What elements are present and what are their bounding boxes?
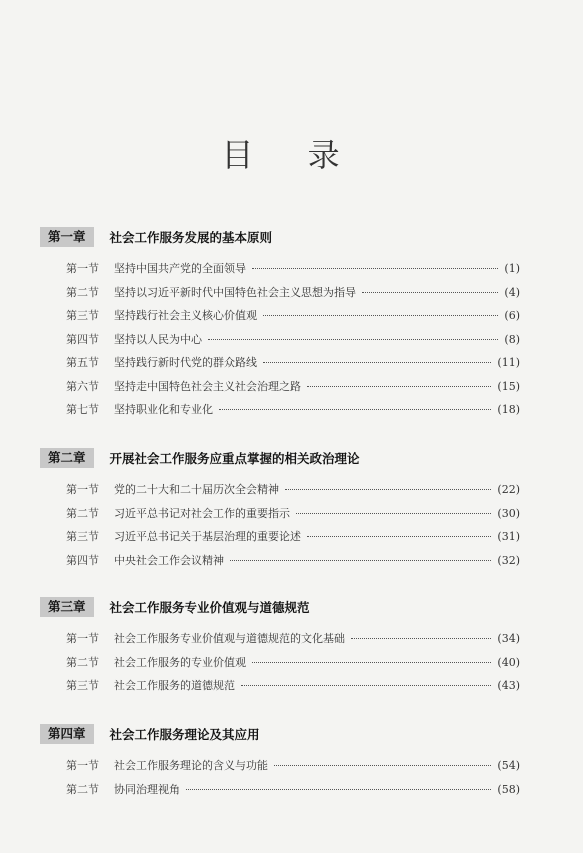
page-number: (18)	[497, 403, 520, 416]
section-title: 社会工作服务理论的含义与功能	[114, 759, 268, 772]
page-number: (4)	[504, 285, 520, 299]
dot-leader	[351, 638, 491, 639]
dot-leader	[285, 489, 491, 490]
section-number: 第一节	[66, 262, 99, 275]
section-title: 坚持中国共产党的全面领导	[114, 262, 246, 275]
toc-entry[interactable]	[66, 781, 520, 805]
dot-leader	[362, 292, 498, 293]
section-number: 第一节	[66, 632, 99, 645]
dot-leader	[252, 268, 498, 269]
section-title: 坚持践行新时代党的群众路线	[114, 356, 257, 369]
dot-leader	[296, 513, 491, 514]
toc-entry[interactable]	[66, 505, 520, 529]
dot-leader	[186, 789, 491, 790]
page-number: (6)	[504, 309, 520, 322]
chapter-2	[40, 447, 520, 575]
chapter-1	[40, 226, 520, 425]
dot-leader	[263, 315, 498, 316]
section-title: 坚持以习近平新时代中国特色社会主义思想为指导	[114, 285, 356, 299]
page-number: (58)	[497, 782, 520, 796]
section-title: 坚持践行社会主义核心价值观	[114, 309, 257, 322]
section-title: 坚持走中国特色社会主义社会治理之路	[114, 379, 301, 393]
section-number: 第三节	[66, 309, 99, 322]
page-number: (34)	[497, 632, 520, 645]
page-number: (11)	[497, 356, 520, 369]
toc-entry[interactable]	[66, 378, 520, 402]
toc-entry[interactable]	[66, 528, 520, 552]
section-title: 社会工作服务的专业价值观	[114, 655, 246, 669]
toc-entry[interactable]	[66, 481, 520, 505]
page-number: (32)	[497, 553, 520, 567]
chapter-3	[40, 596, 520, 701]
section-title: 社会工作服务的道德规范	[114, 679, 235, 692]
toc-entry[interactable]	[66, 757, 520, 781]
toc-entry[interactable]	[66, 630, 520, 654]
chapter-heading	[40, 226, 520, 248]
dot-leader	[241, 685, 491, 686]
section-number: 第五节	[66, 356, 99, 369]
section-number: 第三节	[66, 530, 99, 543]
dot-leader	[208, 339, 498, 340]
chapter-4	[40, 723, 520, 804]
chapter-label: 第三章	[40, 597, 94, 617]
section-number: 第三节	[66, 679, 99, 692]
section-title: 社会工作服务专业价值观与道德规范的文化基础	[114, 632, 345, 645]
page-number: (40)	[497, 655, 520, 669]
dot-leader	[219, 409, 491, 410]
chapter-heading	[40, 723, 520, 745]
section-number: 第四节	[66, 553, 99, 567]
dot-leader	[230, 560, 491, 561]
toc-entry[interactable]	[66, 401, 520, 425]
section-title: 习近平总书记关于基层治理的重要论述	[114, 530, 301, 543]
chapter-heading	[40, 447, 520, 469]
chapter-title: 开展社会工作服务应重点掌握的相关政治理论	[109, 451, 360, 466]
toc-entry[interactable]	[66, 307, 520, 331]
page-number: (8)	[504, 332, 520, 346]
section-number: 第四节	[66, 332, 99, 346]
toc-entry[interactable]	[66, 677, 520, 701]
page-number: (30)	[497, 506, 520, 520]
section-title: 中央社会工作会议精神	[114, 553, 224, 567]
page-number: (1)	[504, 262, 520, 275]
chapter-title: 社会工作服务发展的基本原则	[109, 230, 273, 245]
section-number: 第二节	[66, 506, 99, 520]
toc-entry[interactable]	[66, 331, 520, 355]
page-title: 目 录	[221, 136, 362, 174]
chapter-label: 第二章	[40, 448, 94, 468]
section-number: 第二节	[66, 655, 99, 669]
page-number: (22)	[497, 483, 520, 496]
section-number: 第一节	[66, 759, 99, 772]
section-number: 第二节	[66, 285, 99, 299]
chapter-title: 社会工作服务专业价值观与道德规范	[109, 600, 310, 615]
toc-entry[interactable]	[66, 654, 520, 678]
dot-leader	[274, 765, 491, 766]
toc-entry[interactable]	[66, 552, 520, 576]
section-number: 第一节	[66, 483, 99, 496]
chapter-title: 社会工作服务理论及其应用	[109, 727, 260, 742]
section-title: 坚持职业化和专业化	[114, 403, 213, 416]
section-title: 习近平总书记对社会工作的重要指示	[114, 506, 290, 520]
page-number: (54)	[497, 759, 520, 772]
section-number: 第六节	[66, 379, 99, 393]
toc-entry[interactable]	[66, 284, 520, 308]
chapter-label: 第四章	[40, 724, 94, 744]
page-number: (31)	[497, 530, 520, 543]
dot-leader	[307, 386, 491, 387]
section-title: 坚持以人民为中心	[114, 332, 202, 346]
section-number: 第七节	[66, 403, 99, 416]
toc-entry[interactable]	[66, 260, 520, 284]
section-number: 第二节	[66, 782, 99, 796]
toc-entry[interactable]	[66, 354, 520, 378]
page-number: (43)	[497, 679, 520, 692]
dot-leader	[263, 362, 491, 363]
chapter-label: 第一章	[40, 227, 94, 247]
section-title: 党的二十大和二十届历次全会精神	[114, 483, 279, 496]
dot-leader	[307, 536, 491, 537]
chapter-heading	[40, 596, 520, 618]
section-title: 协同治理视角	[114, 782, 180, 796]
dot-leader	[252, 662, 491, 663]
page-number: (15)	[497, 379, 520, 393]
